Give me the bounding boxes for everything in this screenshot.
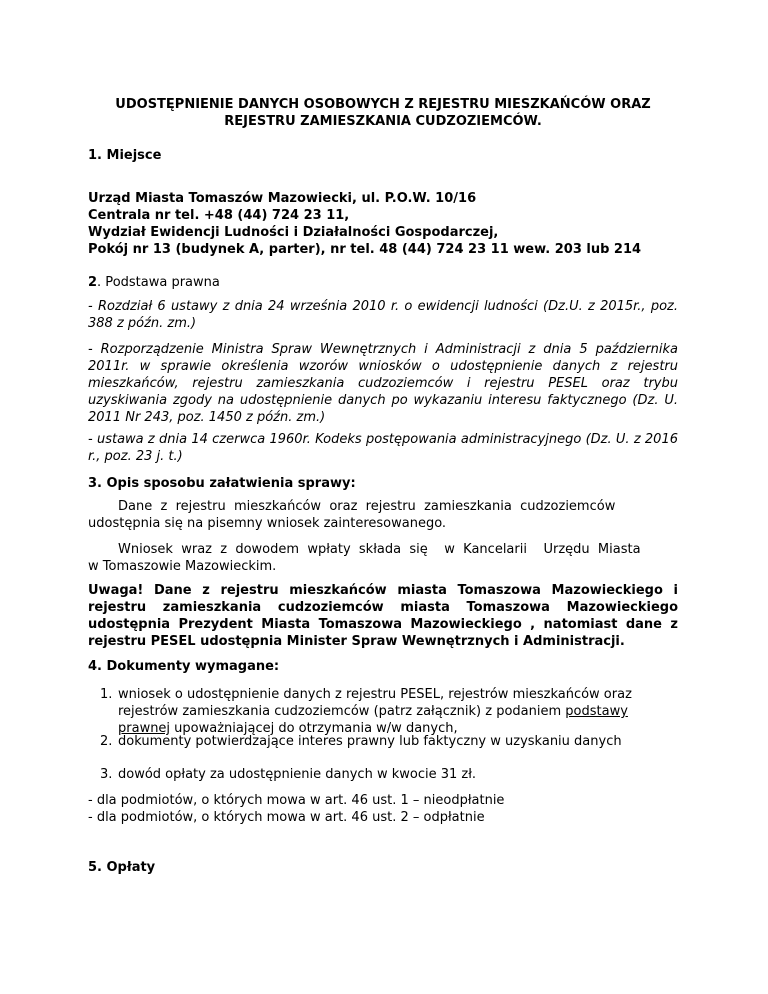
title-line-1: UDOSTĘPNIENIE DANYCH OSOBOWYCH Z REJESTRU MIESZKAŃCÓW ORAZ xyxy=(115,97,651,112)
section-2-number: 2 xyxy=(88,275,98,290)
item-1-underlined-1: podstawy xyxy=(565,704,628,719)
item-3-text: dowód opłaty za udostępnienie danych w kwocie 31 zł. xyxy=(118,767,477,782)
section-3-heading: 3. Opis sposobu załatwienia sprawy: xyxy=(88,476,356,491)
section-2-title: . Podstawa prawna xyxy=(97,275,220,290)
procedure-paragraph-2 xyxy=(88,541,678,575)
section-1-address xyxy=(88,190,678,258)
item-1-text-start: wniosek o udostępnienie danych z rejestru PESEL, rejestrów mieszkańców oraz rejestrów zamieszkania cudzoziemców (patrz załącznik) z podaniem xyxy=(118,687,632,719)
item-2-text: dokumenty potwierdzające interes prawny lub faktyczny w uzyskaniu danych xyxy=(118,734,622,749)
address-line-2: Centrala nr tel. +48 (44) 724 23 11, xyxy=(88,208,350,223)
legal-basis-3: - ustawa z dnia 14 czerwca 1960r. Kodeks postępowania administracyjnego (Dz. U. z 2016 r., poz. 23 j. t.) xyxy=(88,432,678,464)
document-item-3 xyxy=(88,766,678,783)
procedure-2-line-1: Wniosek wraz z dowodem wpłaty składa się w Kancelarii Urzędu Miasta xyxy=(118,542,641,557)
section-4-heading: 4. Dokumenty wymagane: xyxy=(88,659,280,674)
title-line-2: REJESTRU ZAMIESZKANIA CUDZOZIEMCÓW. xyxy=(224,114,542,129)
item-1-underlined-2: prawnej xyxy=(118,721,171,736)
item-1-text xyxy=(118,686,678,737)
document-item-1 xyxy=(88,686,678,737)
important-note: Uwaga! Dane z rejestru mieszkańców miasta Tomaszowa Mazowieckiego i rejestru zamieszkania cudzoziemców miasta Tomaszowa Mazowieckiego udostępnia Prezydent Miasta Tomaszowa Mazowieckiego , natomiast dane z rejestru PESEL udostępnia Minister Spraw Wewnętrznych i Administracji. xyxy=(88,583,678,649)
procedure-1-line-1: Dane z rejestru mieszkańców oraz rejestru zamieszkania cudzoziemców xyxy=(118,499,616,514)
procedure-1-line-2: udostępnia się na pisemny wniosek zainteresowanego. xyxy=(88,516,447,531)
item-2-number: 2. xyxy=(100,734,113,749)
fee-note-2: - dla podmiotów, o których mowa w art. 46 ust. 2 – odpłatnie xyxy=(88,810,485,825)
address-line-1: Urząd Miasta Tomaszów Mazowiecki, ul. P.O.W. 10/16 xyxy=(88,191,477,206)
legal-basis-1: - Rozdział 6 ustawy z dnia 24 września 2010 r. o ewidencji ludności (Dz.U. z 2015r., poz. 388 z późn. zm.) xyxy=(88,299,678,331)
address-line-4: Pokój nr 13 (budynek A, parter), nr tel. 48 (44) 724 23 11 wew. 203 lub 214 xyxy=(88,242,642,257)
document-item-2 xyxy=(88,733,678,750)
section-5-heading: 5. Opłaty xyxy=(88,860,156,875)
procedure-2-line-2: w Tomaszowie Mazowieckim. xyxy=(88,559,277,574)
item-3-number: 3. xyxy=(100,767,113,782)
item-1-text-end: upoważniającej do otrzymania w/w danych, xyxy=(170,721,458,736)
address-line-3: Wydział Ewidencji Ludności i Działalności Gospodarczej, xyxy=(88,225,499,240)
procedure-paragraph-1 xyxy=(88,498,678,532)
document-title xyxy=(88,96,678,130)
section-2-heading xyxy=(88,274,678,291)
legal-basis-2: - Rozporządzenie Ministra Spraw Wewnętrznych i Administracji z dnia 5 października 2011r. w sprawie określenia wzorów wniosków o udostępnienie danych z rejestru mieszkańców, rejestru zamieszkania cudzoziemców i rejestru PESEL oraz trybu uzyskiwania zgody na udostępnienie danych po wykazaniu interesu faktycznego (Dz. U. 2011 Nr 243, poz. 1450 z późn. zm.) xyxy=(88,342,678,425)
section-1-heading: 1. Miejsce xyxy=(88,148,162,163)
fee-notes xyxy=(88,792,678,826)
fee-note-1: - dla podmiotów, o których mowa w art. 46 ust. 1 – nieodpłatnie xyxy=(88,793,505,808)
item-1-number: 1. xyxy=(100,687,113,702)
